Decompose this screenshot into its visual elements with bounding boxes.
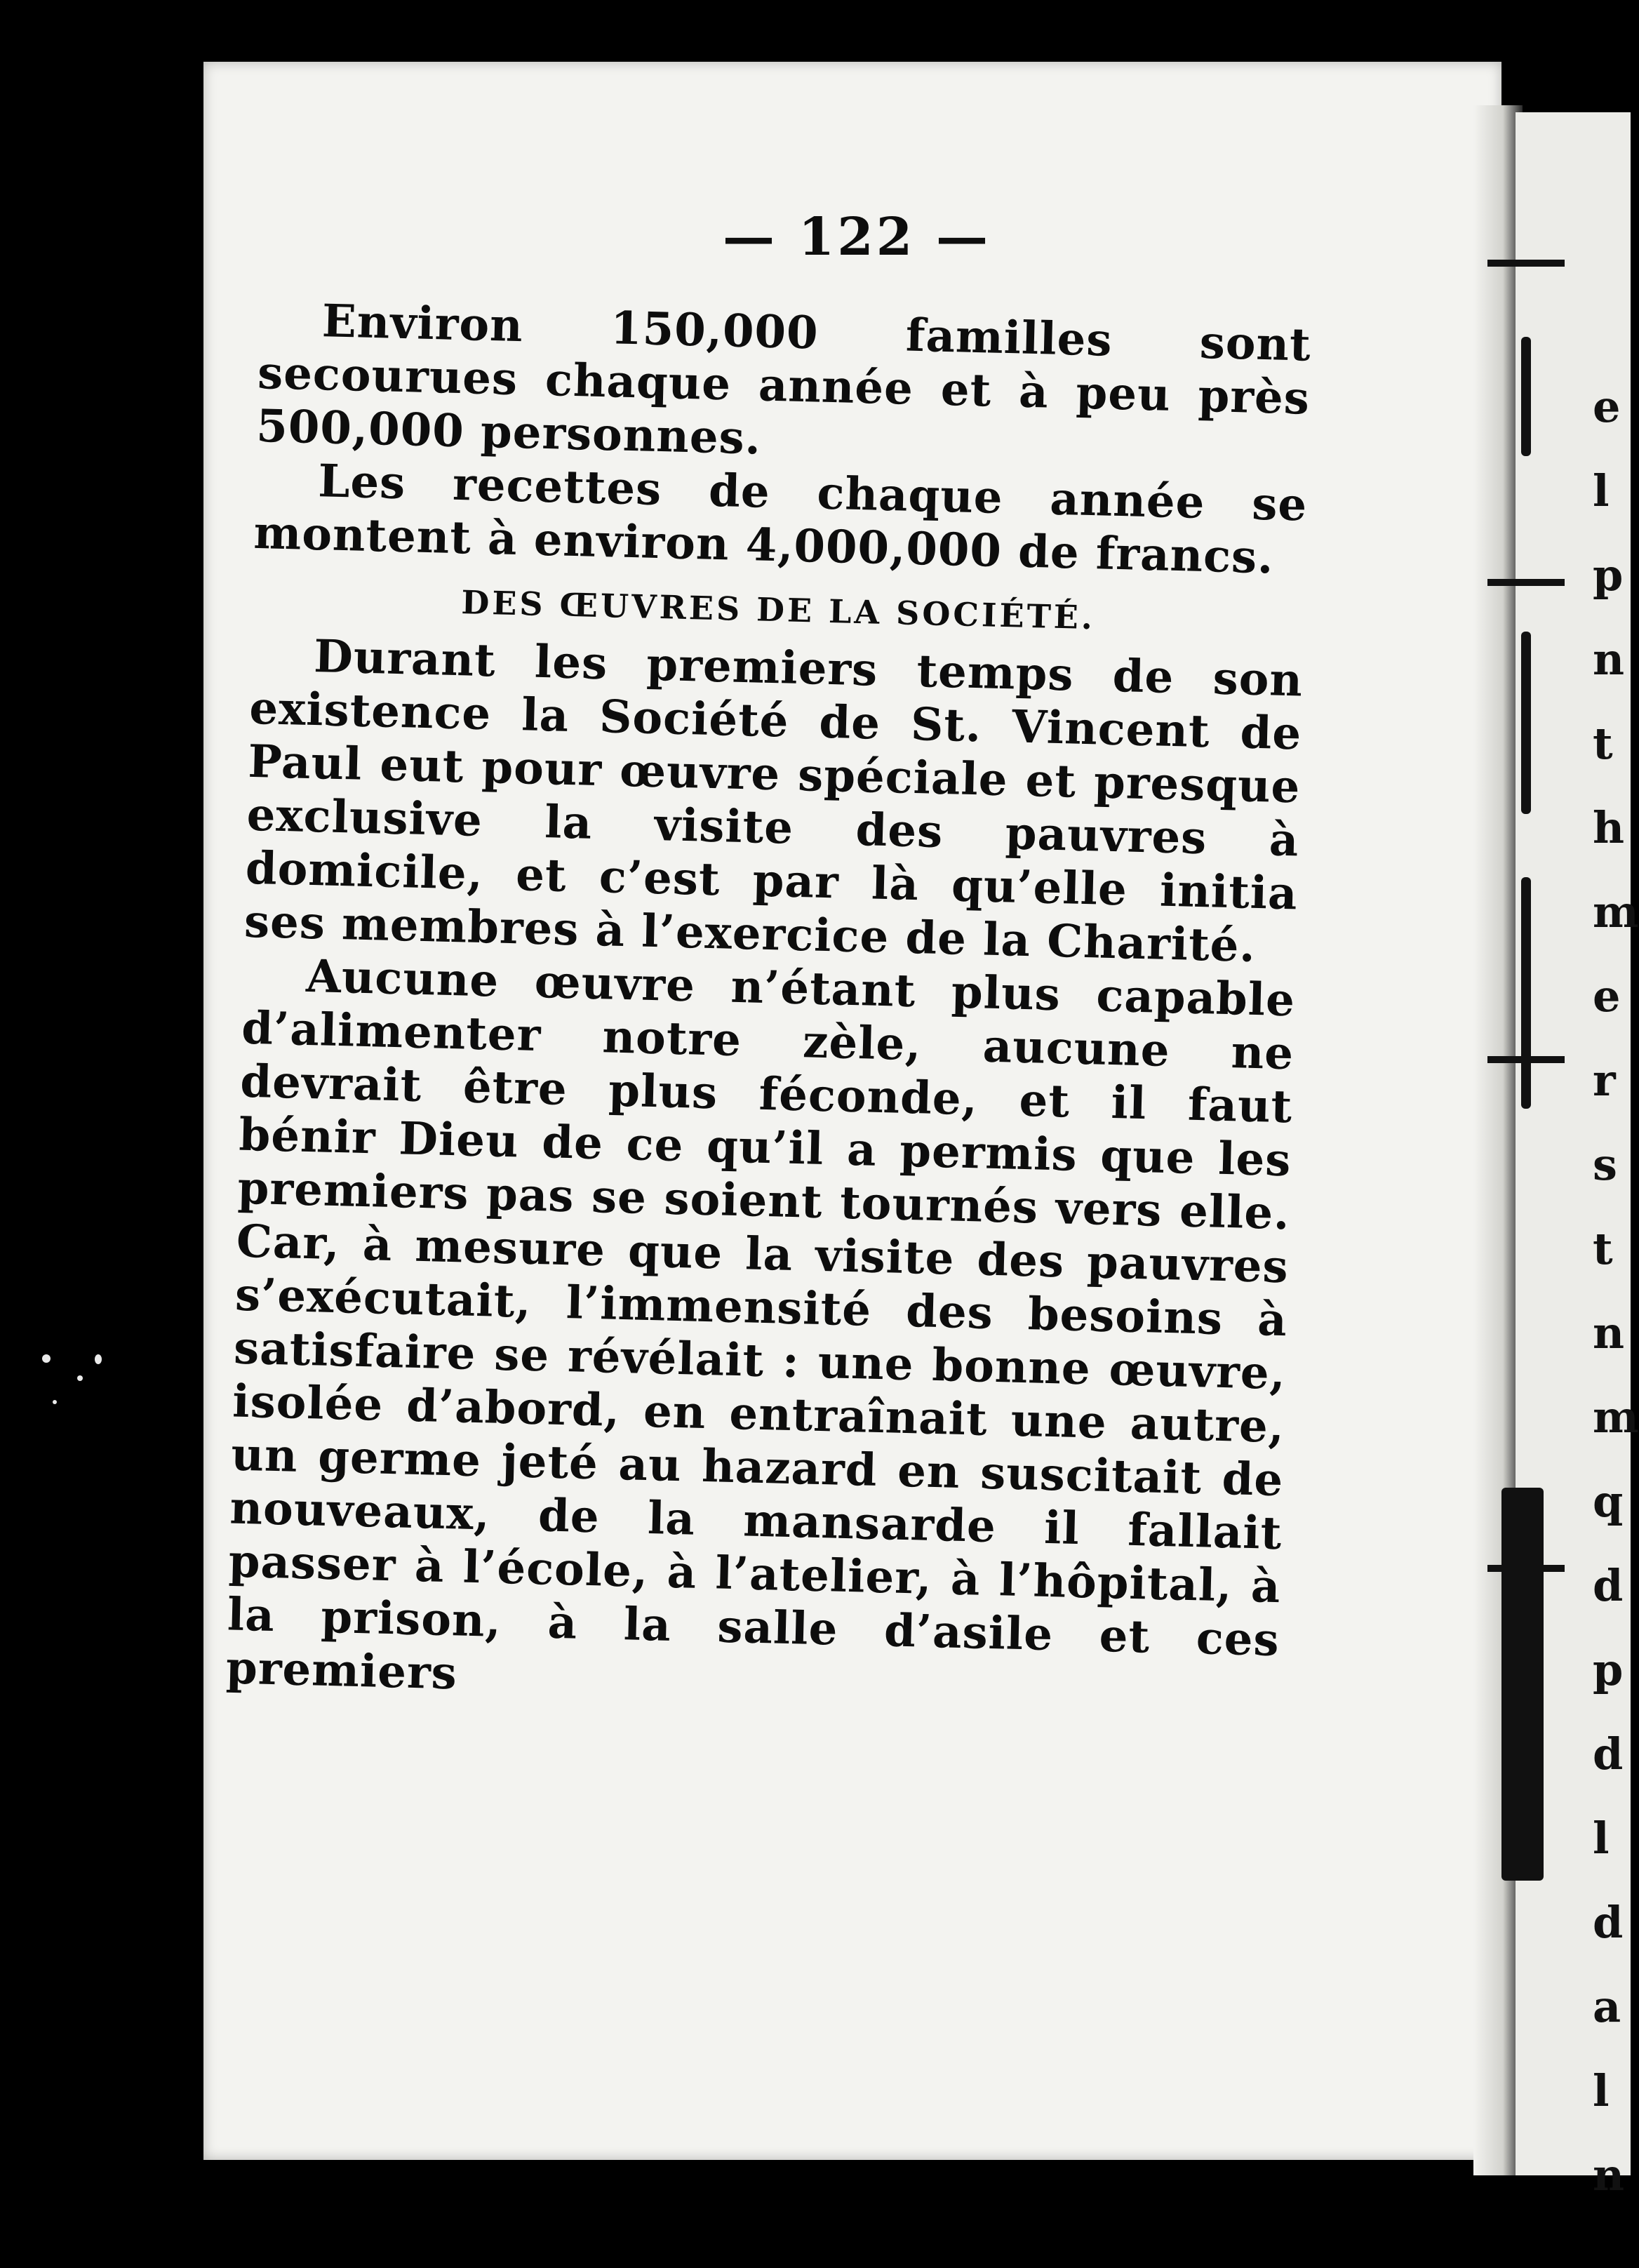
fragment-letter: s [1593, 1139, 1617, 1190]
dust-speck [42, 1354, 51, 1363]
paragraph: Les recettes de chaque année se montent à environ 4,000,000 de francs. [253, 455, 1308, 585]
fragment-letter: a [1593, 1981, 1621, 2032]
fragment-letter: n [1593, 1307, 1625, 1359]
dust-speck [95, 1354, 102, 1364]
fragment-letter: d [1593, 1728, 1624, 1780]
fragment-letter: t [1593, 718, 1613, 769]
binding-stitch [1487, 260, 1565, 267]
paragraph: Durant les premiers temps de son existence la Société de St. Vincent de Paul eut pour œuvre spéciale et presque exclusive la visite des pauvres à domicile, et c’est par là qu’elle initia ses membres à l’exercice de la Charité. [243, 630, 1304, 973]
fragment-letter: n [1593, 634, 1625, 685]
fragment-letter: d [1593, 1897, 1624, 1948]
fragment-letter: e [1593, 381, 1621, 432]
fragment-letter: p [1593, 549, 1624, 601]
adjacent-page-text [1593, 365, 1639, 2217]
fragment-letter: l [1593, 1813, 1610, 1864]
section-heading: DES ŒUVRES DE LA SOCIÉTÉ. [460, 583, 1096, 637]
dust-speck [77, 1375, 83, 1381]
fragment-letter: n [1593, 2149, 1625, 2201]
paragraph: Environ 150,000 familles sont secourues chaque année et à peu près 500,000 personnes. [255, 295, 1312, 465]
binding-thread [1521, 337, 1531, 456]
fragment-letter: t [1593, 1223, 1613, 1274]
binding-thread [1521, 877, 1531, 1109]
fragment-letter: p [1593, 1644, 1624, 1695]
fragment-letter: m [1593, 1392, 1639, 1443]
binding-thread [1501, 1488, 1544, 1881]
page-body [225, 293, 1311, 1721]
paragraph: Aucune œuvre n’étant plus capable d’alimenter notre zèle, aucune ne devrait être plus féconde, et il faut bénir Dieu de ce qu’il a permis que les premiers pas se soient tournés vers elle. Car, à mesure que la visite des pauvres s’exécutait, l’immensité des besoins à satisfaire se révélait : une bonne œuvre, isolée d’abord, en entraînait une autre, un germe jeté au hazard en suscitait de nouveaux, de la mansarde il fallait passer à l’école, à l’atelier, à l’hôpital, à la prison, à la salle d’asile et ces premiers [225, 949, 1296, 1700]
binding-stitch [1487, 579, 1565, 586]
fragment-letter: r [1593, 1055, 1616, 1106]
fragment-letter: h [1593, 802, 1625, 853]
fragment-letter: m [1593, 886, 1639, 938]
fragment-letter: e [1593, 970, 1621, 1022]
fragment-letter: q [1593, 1476, 1624, 1527]
binding-thread [1521, 632, 1531, 814]
fragment-letter: d [1593, 1560, 1624, 1611]
fragment-letter: l [1593, 465, 1610, 516]
dust-speck [53, 1400, 57, 1404]
fragment-letter: l [1593, 2065, 1610, 2116]
page-number: — 122 — [723, 207, 991, 267]
